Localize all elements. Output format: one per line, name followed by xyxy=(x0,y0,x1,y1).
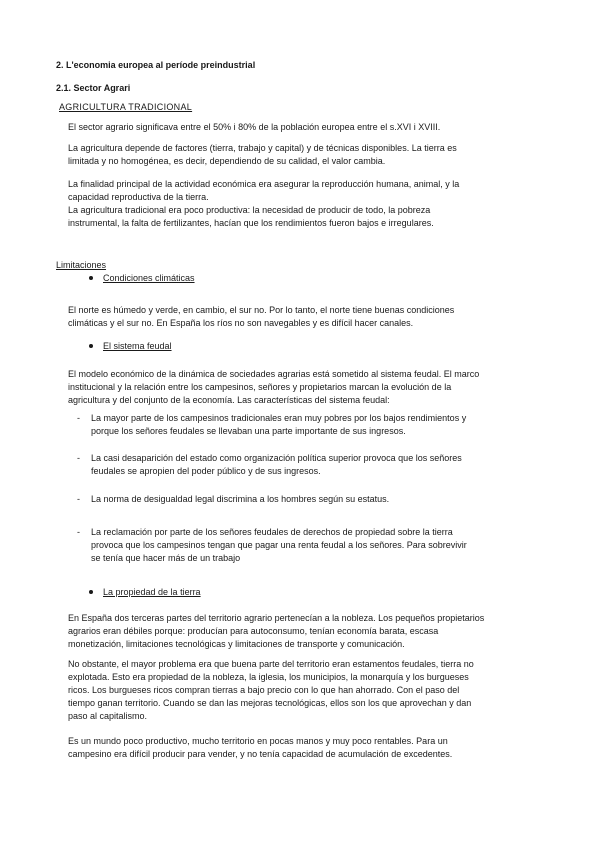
property-text-line: tiempo ganan territorio. Cuando se dan las mejoras tecnológicas, ellos son los que aprovechan y dan xyxy=(68,698,472,708)
paragraph-2-line: limitada y no homogénea, es decir, dependiendo de su calidad, el valor cambia. xyxy=(68,156,386,166)
subsection-heading: 2.1. Sector Agrari xyxy=(56,83,131,93)
section-heading: 2. L'economia europea al període preindustrial xyxy=(56,60,256,70)
bullet-icon xyxy=(89,344,93,348)
bullet-icon xyxy=(89,276,93,280)
feudal-text-line: El modelo económico de la dinámica de sociedades agrarias está sometido al sistema feudal. El marco xyxy=(68,369,480,379)
property-text-line: explotada. Esto era propiedad de la nobleza, la iglesia, los municipios, la monarquía y los burgueses xyxy=(68,672,469,682)
dash-item-line: se tenía que hacer más de un trabajo xyxy=(91,553,241,563)
bullet-title-climate: Condiciones climáticas xyxy=(103,273,195,283)
dash-item-line: La reclamación por parte de los señores feudales de derechos de propiedad sobre la tierra xyxy=(91,527,453,537)
dash-item-line: feudales se apropien del poder público y de sus ingresos. xyxy=(91,466,321,476)
feudal-text-line: institucional y la relación entre los campesinos, señores y propietarios marcan la evolución de la xyxy=(68,382,452,392)
bullet-title-feudal: El sistema feudal xyxy=(103,341,172,351)
dash-marker: - xyxy=(77,494,80,504)
agriculture-heading: AGRICULTURA TRADICIONAL xyxy=(59,102,193,112)
climate-text-line: climáticas y el sur no. En España los ríos no son navegables y es difícil hacer canales. xyxy=(68,318,414,328)
limitaciones-heading: Limitaciones xyxy=(56,260,107,270)
paragraph-3-line: capacidad reproductiva de la tierra. xyxy=(68,192,209,202)
property-text-line: En España dos terceras partes del territorio agrario pertenecían a la nobleza. Los pequeños propietarios xyxy=(68,613,485,623)
bullet-title-property: La propiedad de la tierra xyxy=(103,587,201,597)
property-text-line: agrarios eran débiles porque: producían para autoconsumo, tenían economía barata, escasa xyxy=(68,626,439,636)
dash-item-line: La norma de desigualdad legal discrimina a los hombres según su estatus. xyxy=(91,494,390,504)
property-text-line: monetización, limitaciones tecnológicas y limitaciones de transporte y comunicación. xyxy=(68,639,405,649)
paragraph-3-line: La finalidad principal de la actividad económica era asegurar la reproducción humana, animal, y la xyxy=(68,179,460,189)
property-text-line: No obstante, el mayor problema era que buena parte del territorio eran estamentos feudales, tierra no xyxy=(68,659,474,669)
paragraph-3-line: instrumental, la falta de fertilizantes, hacían que los rendimientos fueron bajos e irregulares. xyxy=(68,218,434,228)
property-text-line: paso al capitalismo. xyxy=(68,711,148,721)
dash-item-line: provoca que los campesinos tengan que pagar una renta feudal a los señores. Para sobrevivir xyxy=(91,540,467,550)
climate-text-line: El norte es húmedo y verde, en cambio, el sur no. Por lo tanto, el norte tiene buenas condiciones xyxy=(68,305,455,315)
dash-marker: - xyxy=(77,527,80,537)
dash-item-line: porque los señores feudales se llevaban una parte importante de sus ingresos. xyxy=(91,426,406,436)
dash-item-line: La casi desaparición del estado como organización política superior provoca que los señores xyxy=(91,453,462,463)
paragraph-1: El sector agrario significava entre el 50% i 80% de la población europea entre el s.XVI i XVIII. xyxy=(68,122,441,132)
feudal-text-line: agricultura y del conjunto de la economía. Las características del sistema feudal: xyxy=(68,395,390,405)
closing-paragraph-line: Es un mundo poco productivo, mucho territorio en pocas manos y muy poco rentables. Para un xyxy=(68,736,448,746)
dash-marker: - xyxy=(77,453,80,463)
closing-paragraph-line: campesino era difícil producir para vender, y no tenía capacidad de acumulación de excedentes. xyxy=(68,749,453,759)
bullet-icon xyxy=(89,590,93,594)
property-text-line: ricos. Los burgueses ricos compran tierras a bajo precio con lo que han ahorrado. Con el paso del xyxy=(68,685,460,695)
dash-item-line: La mayor parte de los campesinos tradicionales eran muy pobres por los bajos rendimientos y xyxy=(91,413,467,423)
dash-marker: - xyxy=(77,413,80,423)
paragraph-2-line: La agricultura depende de factores (tierra, trabajo y capital) y de técnicas disponibles. La tierra es xyxy=(68,143,457,153)
paragraph-3-line: La agricultura tradicional era poco productiva: la necesidad de producir de todo, la pobreza xyxy=(68,205,431,215)
